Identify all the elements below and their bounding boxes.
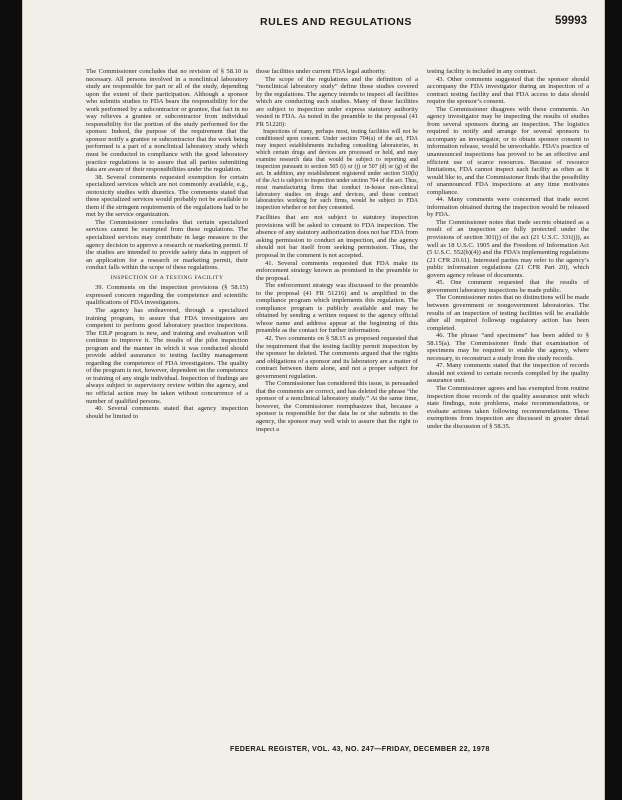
paragraph: testing facility is included in any contract. xyxy=(427,68,537,75)
paragraph: The Commissioner has considered this issue, is persuaded that the comments are correct, and has deleted the phrase “the sponsor of a nonclinical laboratory study.” At the same time, however, the Commissioner reemphasizes that, because a sponsor is responsible for the data he or she submits to the agency, the sponsor may well wish to assure that the right to inspect a xyxy=(256,380,418,433)
paragraph: those facilities under current FDA legal authority. xyxy=(256,68,386,75)
paragraph: Inspections of many, perhaps most, testing facilities will not be conditioned upon consent. Under section 704(a) of the act, FDA may inspect establishments including consulting laboratories, in which certain drugs and devices are processed or held, and may examine research data that would be subject to reporting and inspection pursuant to section 505 (i) or (j) or 507 (d) or (g) of the act. In addition, any establishment registered under section 510(h) of the Act is subject to inspection under section 704 of the act. Thus, most manufacturing firms that conduct in-house non-clinical laboratory studies on drugs and devices, and those contract laboratories working for such firms, would be subject to FDA inspection whether or not they consented. xyxy=(256,129,418,212)
paragraph: 42. Two comments on § 58.15 as proposed requested that the requirement that the testing facility permit inspection by the sponsor be deleted. The comments argued that the rights and obligations of a sponsor and its laboratory are a matter of contract between them alone, and not a proper subject for government regulation. xyxy=(256,335,418,380)
paragraph: Facilities that are not subject to statutory inspection provisions will be asked to consent to FDA inspection. The absence of any statutory authorization does not bar FDA from asking permission to conduct an inspection, and the agency should not bar itself from seeking permission. Thus, the proposal in the comment is not accepted. xyxy=(256,214,418,259)
paragraph: 46. The phrase “and specimens” has been added to § 58.15(a). The Commissioner finds that examination of specimens may be required to enable the agency, where necessary, to reconstruct a study from the study records. xyxy=(427,332,589,362)
paragraph: 43. Other comments suggested that the sponsor should accompany the FDA investigator during an inspection of a contract testing facility and that FDA access to data should require the sponsor’s consent. xyxy=(427,75,589,106)
page-header xyxy=(70,12,587,32)
page-footer: FEDERAL REGISTER, VOL. 43, NO. 247—FRIDAY, DECEMBER 22, 1978 xyxy=(230,744,490,753)
page-number: 59993 xyxy=(555,15,587,27)
paragraph: The Commissioner notes that trade secrets obtained as a result of an inspection are fully protected under the provisions of section 301(j) of the act (21 U.S.C. 331(j)), as well as 18 U.S.C. 1905 and the Freedom of Information Act (5 U.S.C. 552(b)(4)) and the FDA’s implementing regulations (21 CFR 20.61). Interested parties may refer to the agency’s public information regulations (21 CFR Part 20), which govern agency release of documents. xyxy=(427,218,589,279)
paragraph: The Commissioner notes that no distinctions will be made between government or nongovernment laboratories. The results of an inspection of testing facilities will be available after all required followup regulatory action has been completed. xyxy=(427,294,589,332)
paragraph: 44. Many comments were concerned that trade secret information obtained during the inspection would be released by FDA. xyxy=(427,196,589,219)
paragraph: The Commissioner concludes that no revision of § 58.10 is necessary. All persons involved in a nonclinical laboratory study are responsible for part or all of the study, depending upon the extent of their participation. Although a sponsor who submits studies to FDA bears the responsibility for the work performed by a subcontractor or grantee, that fact in no way relieves a grantee or subcontractor from individual responsibility for the portion of the study performed for the sponsor. Indeed, the purpose of the requirement that the sponsor notify a grantee or subcontractor that the work being performed is a part of a nonclinical laboratory study which must be conducted in compliance with the good laboratory practice regulations is to assure that all parties submitting data are aware of their responsibilities under the regulation. xyxy=(86,68,248,174)
text-column-3 xyxy=(427,68,589,430)
paragraph: The Commissioner disagrees with these comments. An agency investigator may be inspecting the results of studies from several sponsors during an inspection. The logistics required to notify and arrange for several sponsors to accompany an investigator, or to obtain sponsor consent to information release, would be unworkable. FDA’s practice of unannounced inspections has proved to be an effective and efficient use of scarce resources. Because of resource limitations, FDA cannot inspect each facility as often as it would like to, and the Commissioner finds that the possibility of unannounced FDA inspections at any time motivates compliance. xyxy=(427,105,589,196)
paragraph: The Commissioner agrees and has exempted from routine inspection those records of the quality assurance unit which state findings, note problems, make recommendations, or evaluate actions taken following recommendations. These exemptions from inspection are discussed in greater detail under the discussion of § 58.35. xyxy=(427,384,589,430)
paragraph: The enforcement strategy was discussed to the preamble to the proposal (41 FR 51216) and is amplified in the compliance program which implements this regulation. The compliance program is publicly available and may be obtained by sending a written request to the agency official whose name and address appear at the beginning of this preamble as the contact for further information. xyxy=(256,282,418,335)
section-heading: INSPECTION OF A TESTING FACILITY xyxy=(110,274,224,281)
text-column-1 xyxy=(86,68,248,420)
paragraph: The scope of the regulations and the definition of a “nonclinical laboratory study” define those studies covered by the regulations. The agency intends to inspect all facilities which are conducting such studies. Many of these facilities are subject to inspection under express statutory authority vested in FDA. As noted in the preamble to the proposal (41 FR 51220): xyxy=(256,75,418,128)
paragraph: The agency has endeavored, through a specialized training program, to assure that FDA investigators are competent to perform good laboratory practice inspections. The EILP program is new, and training and evaluation will continue to improve it. The results of the pilot inspection program and the manner in which it was conducted should provide added assurance to testing facility management regarding the competence of FDA investigators. The quality of the program is not, however, dependent on the competence or training of any single individual. Inspection of findings are always subject to supervisory review within the agency, and no official action may be taken without concurrence of a number of qualified persons. xyxy=(86,306,248,405)
section-title: RULES AND REGULATIONS xyxy=(260,16,413,28)
paragraph: 39. Comments on the inspection provisions (§ 58.15) expressed concern regarding the competence and scientific qualifications of FDA investigators. xyxy=(86,284,248,307)
page-edge-left xyxy=(22,0,23,800)
paragraph: 45. One comment requested that the results of government laboratory inspections be made public. xyxy=(427,279,589,294)
paragraph: 41. Several comments requested that FDA make its enforcement strategy known as promised in the preamble to the proposal. xyxy=(256,259,418,282)
paragraph: The Commissioner concludes that certain specialized services cannot be exempted from these regulations. The specialized services may contribute in large measure to the agency decision to approve a research or marketing permit. If the studies are intended to provide safety data in support of an application for a research or marketing permit, their conduct falls within the scope of these regulations. xyxy=(86,218,248,272)
text-column-2 xyxy=(256,68,418,433)
paragraph: 47. Many comments stated that the inspection of records should not extend to certain records compiled by the quality assurance unit. xyxy=(427,362,589,385)
paragraph: 38. Several comments requested exemption for certain specialized services which are not commonly available, e.g., ototoxicity studies with diuretics. The comments stated that these specialized services would probably not be available to them if the stringent requirements of the regulations had to be met by the service organization. xyxy=(86,173,248,219)
paragraph: 40. Several comments stated that agency inspection should be limited to xyxy=(86,405,248,420)
page-edge-right xyxy=(604,0,605,800)
